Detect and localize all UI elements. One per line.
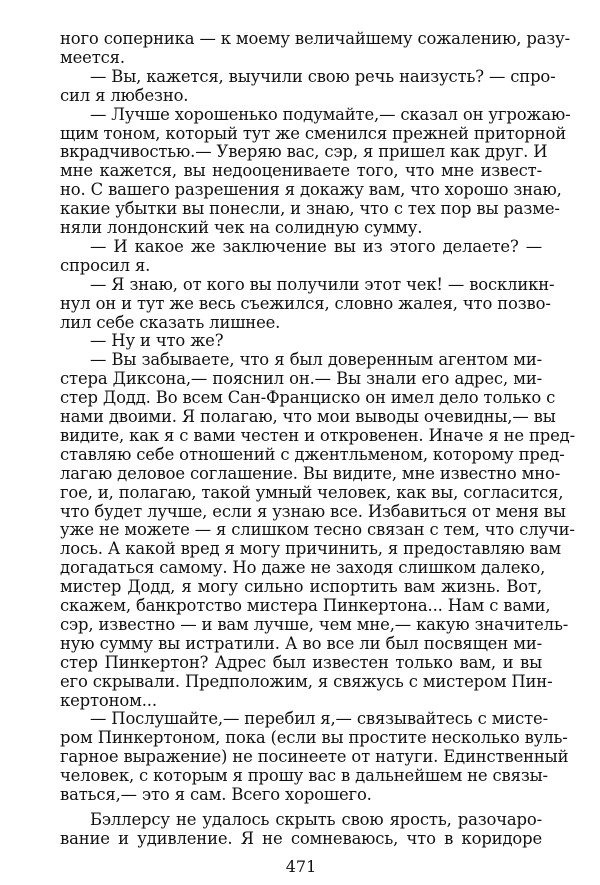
text-line: лось. А какой вред я могу причинить, я предоставляю вам: [60, 539, 561, 559]
text-line: — Вы забываете, что я был доверенным агентом ми-: [90, 350, 542, 370]
text-line: стера Диксона,— пояснил он.— Вы знали его адрес, ми-: [60, 369, 542, 389]
text-line: сил я любезно.: [60, 85, 189, 105]
text-line: мистер Додд, я могу сильно испортить вам жизнь. Вот,: [60, 577, 542, 597]
text-line: догадаться самому. Но даже не заходя слишком далеко,: [60, 558, 546, 578]
text-line: мне кажется, вы недооцениваете того, что мне извест-: [60, 161, 542, 181]
text-line: ром Пинкертоном, пока (если вы простите несколько вуль-: [60, 728, 568, 748]
text-line: видите, как я с вами честен и откровенен. Иначе я не пред-: [60, 425, 576, 445]
text-line: — Лучше хорошенько подумайте,— сказал он угрожаю-: [90, 104, 571, 124]
text-line: — Я знаю, от кого вы получили этот чек! — воскликн-: [90, 274, 555, 294]
text-line: — И какое же заключение вы из этого делаете? —: [90, 236, 542, 256]
text-line: няли лондонский чек на солидную сумму.: [60, 218, 423, 237]
page-number: 471: [285, 856, 317, 876]
text-line: — Послушайте,— перебил я,— связывайтесь с мисте-: [90, 709, 548, 729]
text-line: скажем, банкротство мистера Пинкертона... Нам с вами,: [60, 596, 551, 615]
text-line: что будет лучше, если я узнаю все. Избавиться от меня вы: [60, 501, 566, 521]
text-line: ную сумму вы истратили. А во все ли был посвящен ми-: [60, 633, 542, 653]
text-line: гарное выражение) не посинеете от натуги. Единственный: [60, 747, 569, 767]
text-line: ного соперника — к моему величайшему сожалению, разу-: [60, 29, 570, 48]
text-line: лагаю деловое соглашение. Вы видите, мне известно мно-: [60, 463, 561, 483]
text-line: стер Додд. Во всем Сан-Франциско он имел дело только с: [60, 388, 556, 408]
text-line: вкрадчивостью.— Уверяю вас, сэр, я пришел как друг. И: [60, 142, 548, 162]
text-line: ставляю себе отношений с джентльменом, которому пред-: [60, 444, 565, 464]
text-line: меется.: [60, 47, 125, 67]
text-line: гое, и, полагаю, такой умный человек, как вы, согласится,: [60, 482, 564, 502]
text-line: нул он и тут же весь съежился, словно жалея, что позво-: [60, 293, 551, 313]
text-line: ваться,— это я сам. Всего хорошего.: [60, 785, 372, 804]
text-line: уже не можете — я слишком тесно связан с тем, что случи-: [60, 520, 575, 540]
text-line: стер Пинкертон? Адрес был известен только вам, и вы: [60, 652, 542, 672]
text-line: человек, с которым я прошу вас в дальнейшем не связы-: [60, 766, 548, 786]
text-line: спросил я.: [60, 255, 151, 275]
text-line: Бэллерсу не удалось скрыть свою ярость, разочаро-: [90, 809, 542, 829]
text-line: щим тоном, который тут же сменился прежней приторной: [60, 123, 566, 143]
text-line: лил себе сказать лишнее.: [60, 312, 281, 332]
book-page-continued: [60, 29, 576, 840]
text-line: его скрывали. Предположим, я свяжусь с мистером Пин-: [60, 671, 553, 691]
text-line: какие убытки вы понесли, и знаю, что с тех пор вы разме-: [60, 199, 560, 219]
text-line: — Ну и что же?: [90, 331, 224, 351]
text-line: вание и удивление. Я не сомневаюсь, что в коридоре: [60, 828, 542, 848]
text-line: нами двоими. Я полагаю, что мои выводы очевидны,— вы: [60, 407, 556, 426]
text-line: сэр, известно — и вам лучше, чем мне,— какую значитель-: [60, 614, 569, 634]
text-line: кертоном...: [60, 690, 157, 710]
text-line: — Вы, кажется, выучили свою речь наизусть? — спро-: [90, 66, 556, 86]
text-line: но. С вашего разрешения я докажу вам, что хорошо знаю,: [60, 180, 562, 200]
